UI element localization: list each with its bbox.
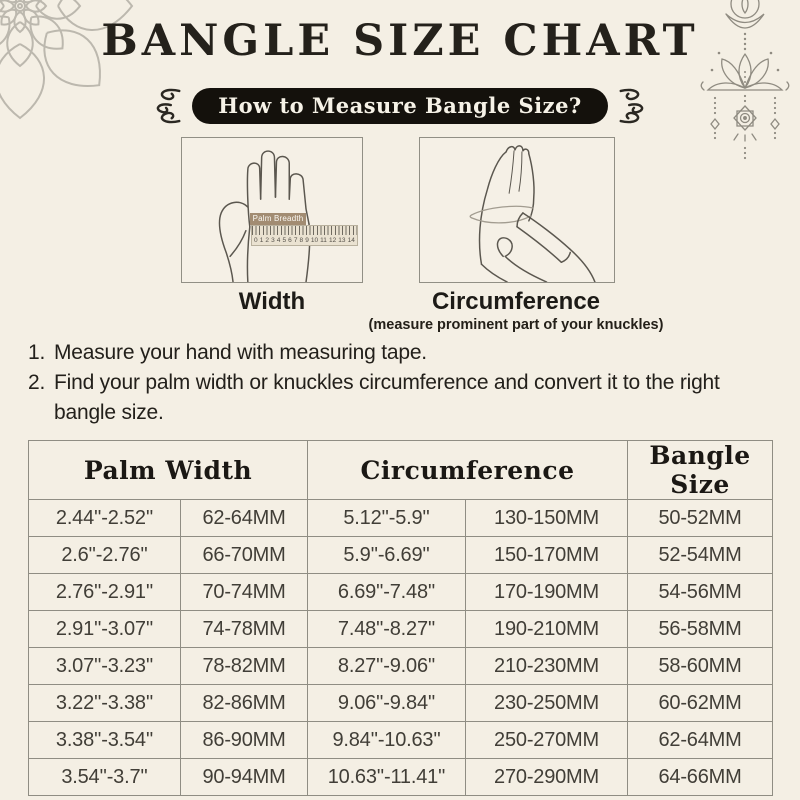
table-cell: 2.44''-2.52'': [29, 500, 181, 537]
circumference-caption-note: (measure prominent part of your knuckles): [368, 317, 664, 333]
banner-row: [0, 84, 800, 128]
table-cell: 60-62MM: [628, 685, 773, 722]
table-cell: 3.38''-3.54'': [29, 722, 181, 759]
table-cell: 78-82MM: [181, 648, 308, 685]
table-cell: 56-58MM: [628, 611, 773, 648]
circumference-caption-title: Circumference: [431, 288, 601, 315]
table-cell: 10.63''-11.41'': [308, 759, 466, 796]
table-cell: 3.07''-3.23'': [29, 648, 181, 685]
ruler-number: 11: [320, 237, 327, 244]
ruler-number: 3: [271, 237, 275, 244]
table-cell: 5.12''-5.9'': [308, 500, 466, 537]
table-cell: 2.91''-3.07'': [29, 611, 181, 648]
palm-breadth-label: Palm Breadth: [250, 213, 306, 225]
table-header-row: [29, 441, 773, 500]
table-row: [29, 759, 773, 796]
instruction-text: Find your palm width or knuckles circumference and convert it to the right bangle size.: [54, 370, 720, 424]
how-to-measure-banner: How to Measure Bangle Size?: [192, 88, 608, 124]
table-cell: 270-290MM: [466, 759, 628, 796]
table-cell: 70-74MM: [181, 574, 308, 611]
table-cell: 62-64MM: [181, 500, 308, 537]
ruler-number: 2: [265, 237, 269, 244]
ruler-number: 6: [288, 237, 292, 244]
instructions: [28, 338, 778, 427]
ruler-number: 0: [254, 237, 258, 244]
table-cell: 74-78MM: [181, 611, 308, 648]
table-cell: 54-56MM: [628, 574, 773, 611]
table-cell: 3.54''-3.7'': [29, 759, 181, 796]
instruction-number: 1.: [28, 341, 46, 364]
table-cell: 58-60MM: [628, 648, 773, 685]
table-row: [29, 537, 773, 574]
ruler-numbers: [252, 235, 357, 246]
ruler-number: 14: [347, 237, 355, 244]
table-cell: 2.76''-2.91'': [29, 574, 181, 611]
table-cell: 86-90MM: [181, 722, 308, 759]
ruler-number: 8: [299, 237, 304, 244]
table-cell: 66-70MM: [181, 537, 308, 574]
table-cell: 50-52MM: [628, 500, 773, 537]
instruction-item: [28, 338, 778, 368]
column-header: Bangle Size: [628, 441, 773, 500]
ruler-ticks: [252, 226, 357, 235]
table-row: [29, 685, 773, 722]
table-cell: 7.48''-8.27'': [308, 611, 466, 648]
ruler-number: 13: [338, 237, 346, 244]
table-cell: 230-250MM: [466, 685, 628, 722]
bangle-size-table: [28, 440, 773, 796]
ruler-number: 1: [259, 237, 264, 244]
instruction-text: Measure your hand with measuring tape.: [54, 341, 427, 364]
ruler-number: 5: [282, 237, 287, 244]
table-row: [29, 648, 773, 685]
table-cell: 2.6''-2.76'': [29, 537, 181, 574]
table-cell: 190-210MM: [466, 611, 628, 648]
page-title: BANGLE SIZE CHART: [101, 16, 699, 66]
instruction-number: 2.: [28, 370, 46, 394]
table-cell: 5.9''-6.69'': [308, 537, 466, 574]
table-cell: 6.69''-7.48'': [308, 574, 466, 611]
table-cell: 8.27''-9.06'': [308, 648, 466, 685]
table-row: [29, 611, 773, 648]
flourish-left-icon: [151, 84, 183, 128]
circumference-measure-figure: [419, 137, 615, 283]
table-cell: 82-86MM: [181, 685, 308, 722]
ruler-number: 10: [310, 237, 319, 244]
table-row: [29, 500, 773, 537]
width-caption: Width: [238, 288, 306, 315]
table-row: [29, 574, 773, 611]
table-cell: 64-66MM: [628, 759, 773, 796]
flourish-right-icon: [617, 84, 649, 128]
instruction-item: [28, 368, 778, 428]
table-cell: 170-190MM: [466, 574, 628, 611]
table-cell: 210-230MM: [466, 648, 628, 685]
ruler-number: 9: [305, 237, 309, 244]
table-cell: 9.84''-10.63'': [308, 722, 466, 759]
ruler-number: 7: [293, 237, 298, 244]
table-cell: 9.06''-9.84'': [308, 685, 466, 722]
circumference-caption: [360, 288, 672, 333]
table-cell: 90-94MM: [181, 759, 308, 796]
table-cell: 52-54MM: [628, 537, 773, 574]
table-row: [29, 722, 773, 759]
table-cell: 250-270MM: [466, 722, 628, 759]
ruler-number: 12: [328, 237, 337, 244]
table-cell: 150-170MM: [466, 537, 628, 574]
column-header: Circumference: [308, 441, 628, 500]
ruler: [251, 225, 358, 246]
table-cell: 130-150MM: [466, 500, 628, 537]
table-cell: 3.22''-3.38'': [29, 685, 181, 722]
table-cell: 62-64MM: [628, 722, 773, 759]
hand-with-ruler-icon: [182, 138, 362, 282]
width-measure-figure: [181, 137, 363, 283]
hands-measuring-tape-icon: [420, 138, 614, 282]
ruler-number: 4: [276, 237, 281, 244]
column-header: Palm Width: [29, 441, 308, 500]
